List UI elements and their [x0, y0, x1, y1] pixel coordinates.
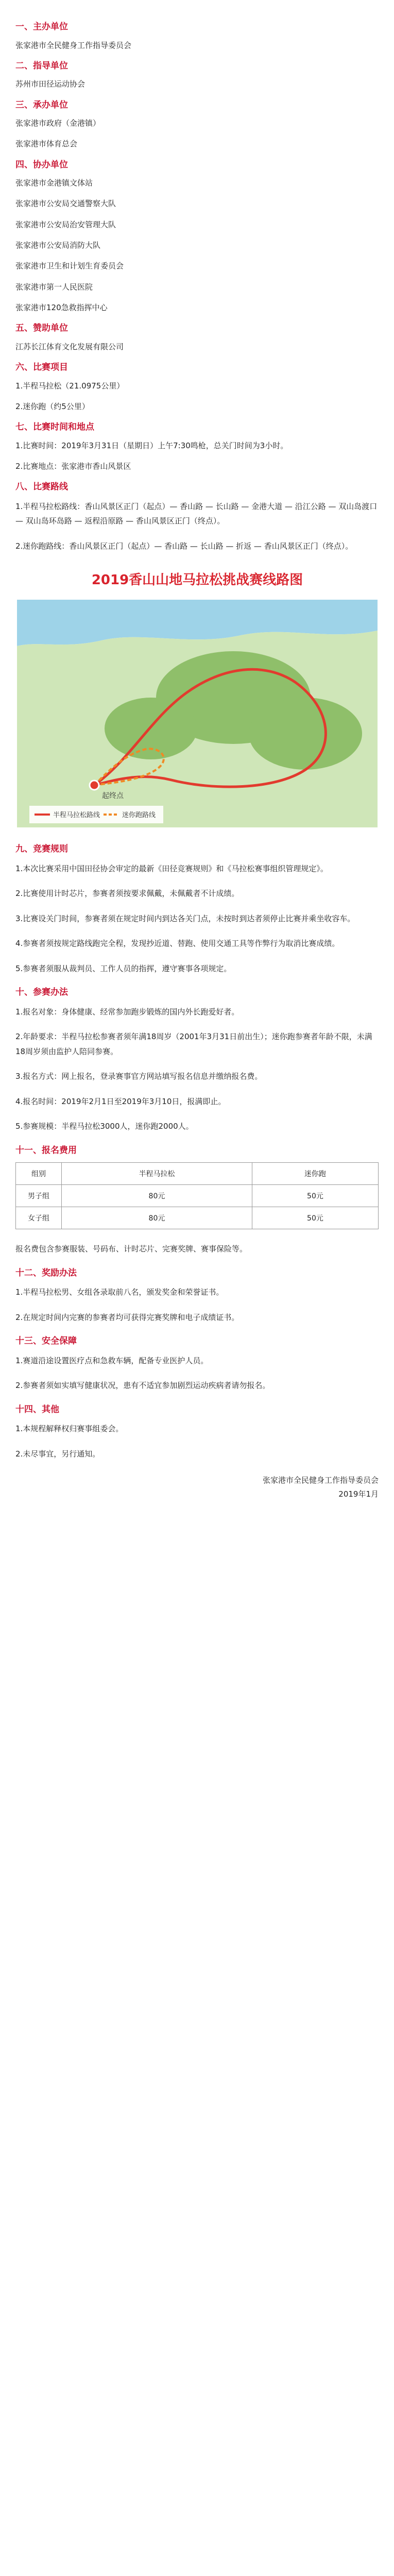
section-block: [15, 361, 379, 413]
safety-item: 2.参赛者须如实填写健康状况，患有不适宜参加剧烈运动疾病者请勿报名。: [15, 1381, 270, 1391]
safety-title: 十三、安全保障: [15, 1336, 77, 1347]
section-line: 张家港市公安局治安管理大队: [15, 219, 116, 229]
fee-table-row: [16, 1185, 379, 1207]
section-title: 六、比赛项目: [15, 362, 68, 373]
fee-table-cell: 80元: [62, 1207, 252, 1229]
registration-item: 4.报名时间：2019年2月1日至2019年3月10日，报满即止。: [15, 1096, 226, 1106]
document-sections: [15, 21, 379, 472]
registration-section: [15, 986, 379, 1134]
route-map: [17, 564, 378, 827]
awards-section: [15, 1267, 379, 1325]
fee-table-header-row: [16, 1163, 379, 1185]
map-hill-2: [249, 698, 362, 770]
misc-items: [15, 1421, 379, 1461]
section-block: [15, 159, 379, 314]
route-section: [15, 481, 379, 553]
section-line: 张家港市卫生和计划生育委员会: [15, 261, 124, 271]
section-block: [15, 99, 379, 150]
fee-table-cell: 50元: [252, 1185, 378, 1207]
section-block: [15, 60, 379, 91]
map-legend-mini-label: 迷你跑路线: [122, 811, 156, 820]
map-start-label: 起终点: [101, 792, 124, 801]
section-title: 一、主办单位: [15, 22, 68, 32]
route-half-text: 香山风景区正门（起点）— 香山路 — 长山路 — 金港大道 — 沿江公路 — 双山岛渡口 — 双山岛环岛路 — 返程沿原路 — 香山风景区正门（终点）。: [15, 501, 378, 526]
section-line: 苏州市田径运动协会: [15, 79, 85, 89]
route-title: 八、比赛路线: [15, 482, 68, 493]
section-title: 五、赞助单位: [15, 323, 68, 334]
section-title: 七、比赛时间和地点: [15, 422, 94, 433]
fee-table-cell: 男子组: [16, 1185, 62, 1207]
fee-table-header-cell: 迷你跑: [252, 1163, 378, 1185]
section-line: 江苏长江体育文化发展有限公司: [15, 342, 124, 351]
footer-date: 2019年1月: [338, 1489, 379, 1499]
fee-table-cell: 50元: [252, 1207, 378, 1229]
registration-item: 3.报名方式：网上报名，登录赛事官方网站填写报名信息并缴纳报名费。: [15, 1072, 263, 1081]
section-line: 张家港市政府（金港镇）: [15, 118, 101, 128]
fee-table-header-cell: 组别: [16, 1163, 62, 1185]
fees-section: [15, 1144, 379, 1257]
misc-title: 十四、其他: [15, 1404, 59, 1415]
rules-section: [15, 843, 379, 976]
fee-table-cell: 女子组: [16, 1207, 62, 1229]
rules-item: 3.比赛设关门时间，参赛者须在规定时间内到达各关门点，未按时到达者须停止比赛并乘坐收容车。: [15, 913, 355, 923]
route-half-paragraph: [15, 499, 379, 529]
document-footer: [15, 1473, 379, 1501]
section-title: 二、指导单位: [15, 60, 68, 71]
section-line: 张家港市公安局交通警察大队: [15, 199, 116, 209]
rules-item: 1.本次比赛采用中国田径协会审定的最新《田径竞赛规则》和《马拉松赛事组织管理规定》。: [15, 863, 328, 873]
section-block: [15, 421, 379, 472]
section-line: 张家港市全民健身工作指导委员会: [15, 40, 132, 50]
map-start-marker: [90, 781, 99, 790]
fee-table: [15, 1162, 379, 1229]
section-block: [15, 21, 379, 52]
rules-title: 九、竞赛规则: [15, 844, 68, 855]
rules-items: [15, 861, 379, 976]
registration-item: 2.年龄要求：半程马拉松参赛者须年满18周岁（2001年3月31日前出生）；迷你跑参赛者年龄不限，未满18周岁须由监护人陪同参赛。: [15, 1032, 372, 1056]
safety-item: 1.赛道沿途设置医疗点和急救车辆，配备专业医护人员。: [15, 1355, 209, 1365]
route-mini-paragraph: [15, 539, 379, 554]
section-line: 张家港市金港镇文体站: [15, 178, 93, 188]
section-line: 张家港市体育总会: [15, 139, 78, 149]
registration-title: 十、参赛办法: [15, 987, 68, 998]
section-line: 2.比赛地点：张家港市香山风景区: [15, 461, 131, 471]
route-mini-label: 2.迷你跑路线：: [15, 541, 70, 551]
registration-item: 5.参赛规模：半程马拉松3000人，迷你跑2000人。: [15, 1122, 194, 1131]
section-block: [15, 322, 379, 353]
misc-section: [15, 1403, 379, 1462]
rules-item: 5.参赛者须服从裁判员、工作人员的指挥，遵守赛事各项规定。: [15, 963, 232, 973]
registration-item: 1.报名对象：身体健康、经常参加跑步锻炼的国内外长跑爱好者。: [15, 1007, 239, 1016]
section-title: 四、协办单位: [15, 159, 68, 170]
route-half-label: 1.半程马拉松路线：: [15, 501, 85, 511]
misc-item: 1.本规程解释权归赛事组委会。: [15, 1424, 124, 1434]
awards-item: 1.半程马拉松男、女组各录取前八名，颁发奖金和荣誉证书。: [15, 1287, 224, 1297]
safety-items: [15, 1353, 379, 1393]
route-mini-text: 香山风景区正门（起点）— 香山路 — 长山路 — 折返 — 香山风景区正门（终点）。: [69, 541, 353, 551]
rules-item: 4.参赛者须按规定路线跑完全程，发现抄近道、替跑、使用交通工具等作弊行为取消比赛成绩。: [15, 939, 340, 948]
footer-org: 张家港市全民健身工作指导委员会: [262, 1476, 379, 1485]
section-line: 张家港市第一人民医院: [15, 282, 93, 292]
misc-item: 2.未尽事宜，另行通知。: [15, 1449, 100, 1459]
section-line: 1.比赛时间：2019年3月31日（星期日）上午7:30鸣枪，总关门时间为3小时。: [15, 440, 288, 450]
section-line: 张家港市公安局消防大队: [15, 241, 101, 250]
awards-item: 2.在规定时间内完赛的参赛者均可获得完赛奖牌和电子成绩证书。: [15, 1312, 239, 1322]
awards-title: 十二、奖励办法: [15, 1267, 77, 1278]
section-line: 2.迷你跑（约5公里）: [15, 401, 90, 411]
section-title: 三、承办单位: [15, 99, 68, 110]
registration-items: [15, 1005, 379, 1134]
fees-title: 十一、报名费用: [15, 1145, 77, 1156]
section-line: 张家港市120急救指挥中心: [15, 302, 108, 312]
fee-table-row: [16, 1207, 379, 1229]
fee-table-header-cell: 半程马拉松: [62, 1163, 252, 1185]
map-legend-half-label: 半程马拉松路线: [53, 811, 100, 820]
safety-section: [15, 1335, 379, 1393]
rules-item: 2.比赛使用计时芯片，参赛者须按要求佩戴，未佩戴者不计成绩。: [15, 889, 239, 899]
fee-table-cell: 80元: [62, 1185, 252, 1207]
section-line: 1.半程马拉松（21.0975公里）: [15, 381, 125, 391]
fees-note: 报名费包含参赛服装、号码布、计时芯片、完赛奖牌、赛事保险等。: [15, 1244, 248, 1254]
awards-items: [15, 1285, 379, 1325]
route-map-title: 2019香山山地马拉松挑战赛线路图: [91, 572, 303, 588]
